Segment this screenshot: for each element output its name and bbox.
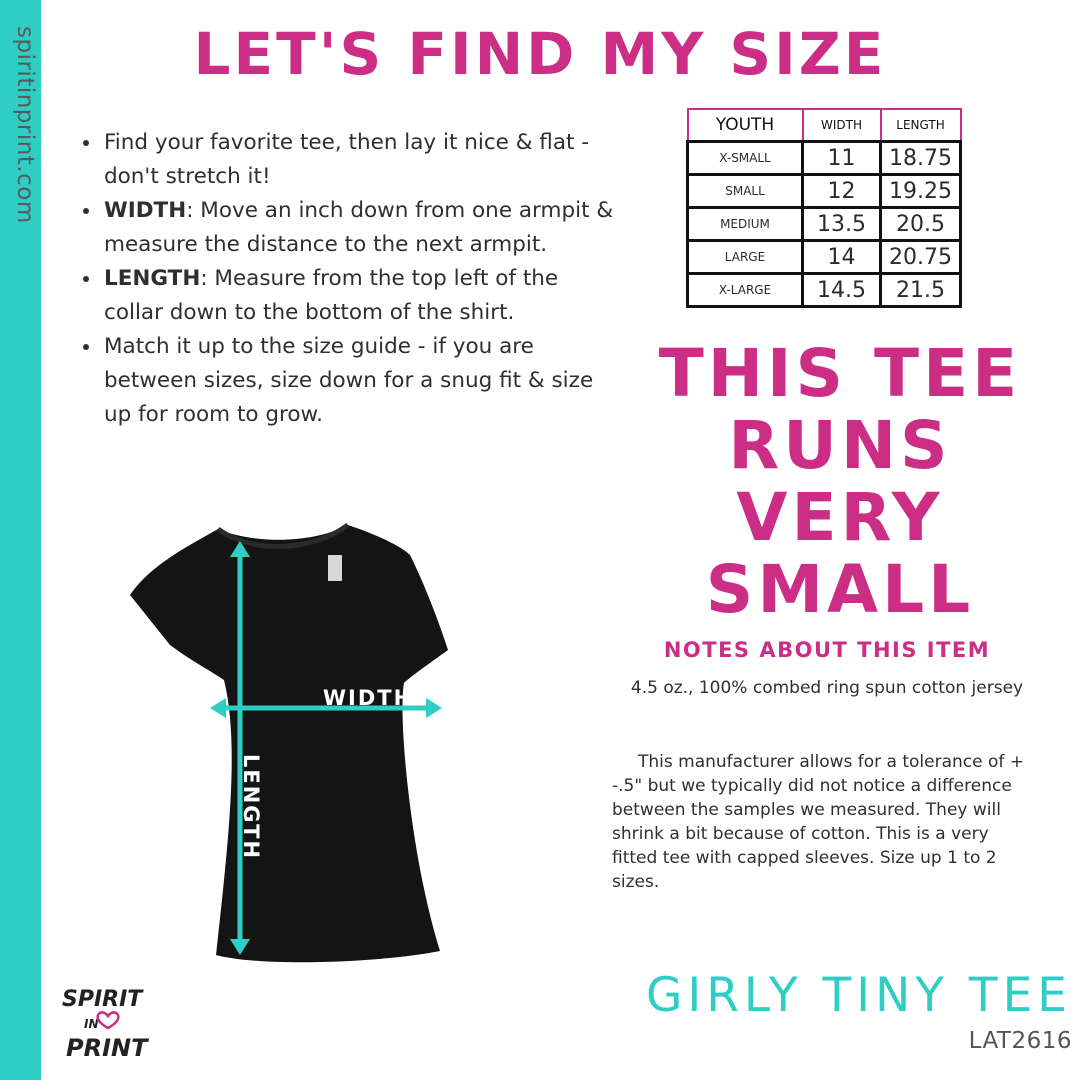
spirit-in-print-logo <box>56 980 156 1070</box>
size-length: 18.75 <box>881 142 961 175</box>
table-row <box>688 274 961 307</box>
instruction-step-1: • Find your favorite tee, then lay it nice & flat - don't stretch it! <box>102 126 622 194</box>
size-name: X-SMALL <box>688 142 803 175</box>
svg-text:PRINT: PRINT <box>66 1034 148 1062</box>
svg-text:SPIRIT: SPIRIT <box>62 987 143 1012</box>
product-name: GIRLY TINY TEE <box>645 968 1072 1023</box>
warning-line: VERY <box>736 479 944 556</box>
warning-line: RUNS <box>728 407 952 484</box>
size-name: MEDIUM <box>688 208 803 241</box>
left-sidebar-stripe <box>0 0 41 1080</box>
header-length: LENGTH <box>881 109 961 142</box>
instruction-step-2: • WIDTH: Move an inch down from one armpit & measure the distance to the next armpit. <box>102 194 622 262</box>
size-width: 14.5 <box>803 274 881 307</box>
size-name: X-LARGE <box>688 274 803 307</box>
fit-warning <box>640 335 1040 628</box>
svg-text:IN: IN <box>84 1017 99 1031</box>
warning-line: SMALL <box>705 551 975 628</box>
table-row <box>688 142 961 175</box>
website-url: spiritinprint.com <box>12 26 38 224</box>
size-width: 14 <box>803 241 881 274</box>
measuring-instructions <box>74 126 622 432</box>
size-name: SMALL <box>688 175 803 208</box>
fabric-description: 4.5 oz., 100% combed ring spun cotton jersey <box>630 678 1024 698</box>
header-youth: YOUTH <box>688 109 803 142</box>
size-length: 21.5 <box>881 274 961 307</box>
size-length: 19.25 <box>881 175 961 208</box>
size-width: 13.5 <box>803 208 881 241</box>
size-width: 11 <box>803 142 881 175</box>
size-length: 20.5 <box>881 208 961 241</box>
size-chart-table <box>686 108 962 308</box>
warning-line: THIS TEE <box>658 335 1022 412</box>
table-row <box>688 241 961 274</box>
instruction-step-4: • Match it up to the size guide - if you are between sizes, size down for a snug fit & size up for room to grow. <box>102 330 622 432</box>
instruction-step-3: • LENGTH: Measure from the top left of the collar down to the bottom of the shirt. <box>102 262 622 330</box>
width-label: WIDTH <box>322 686 414 710</box>
tolerance-note: This manufacturer allows for a tolerance of + -.5" but we typically did not notice a difference between the samples we measured. They will shrink a bit because of cotton. This is a very fitted tee with capped sleeves. Size up 1 to 2 sizes. <box>612 752 1025 892</box>
length-label: LENGTH <box>239 753 263 861</box>
table-row <box>688 208 961 241</box>
header-width: WIDTH <box>803 109 881 142</box>
page-title: LET'S FIND MY SIZE <box>193 20 887 88</box>
size-name: LARGE <box>688 241 803 274</box>
notes-heading: NOTES ABOUT THIS ITEM <box>663 638 991 662</box>
product-code: LAT2616 <box>968 1028 1072 1054</box>
tee-diagram <box>110 515 510 975</box>
size-length: 20.75 <box>881 241 961 274</box>
tee-shirt-image <box>130 525 448 962</box>
tag <box>328 555 342 581</box>
table-row <box>688 175 961 208</box>
size-width: 12 <box>803 175 881 208</box>
